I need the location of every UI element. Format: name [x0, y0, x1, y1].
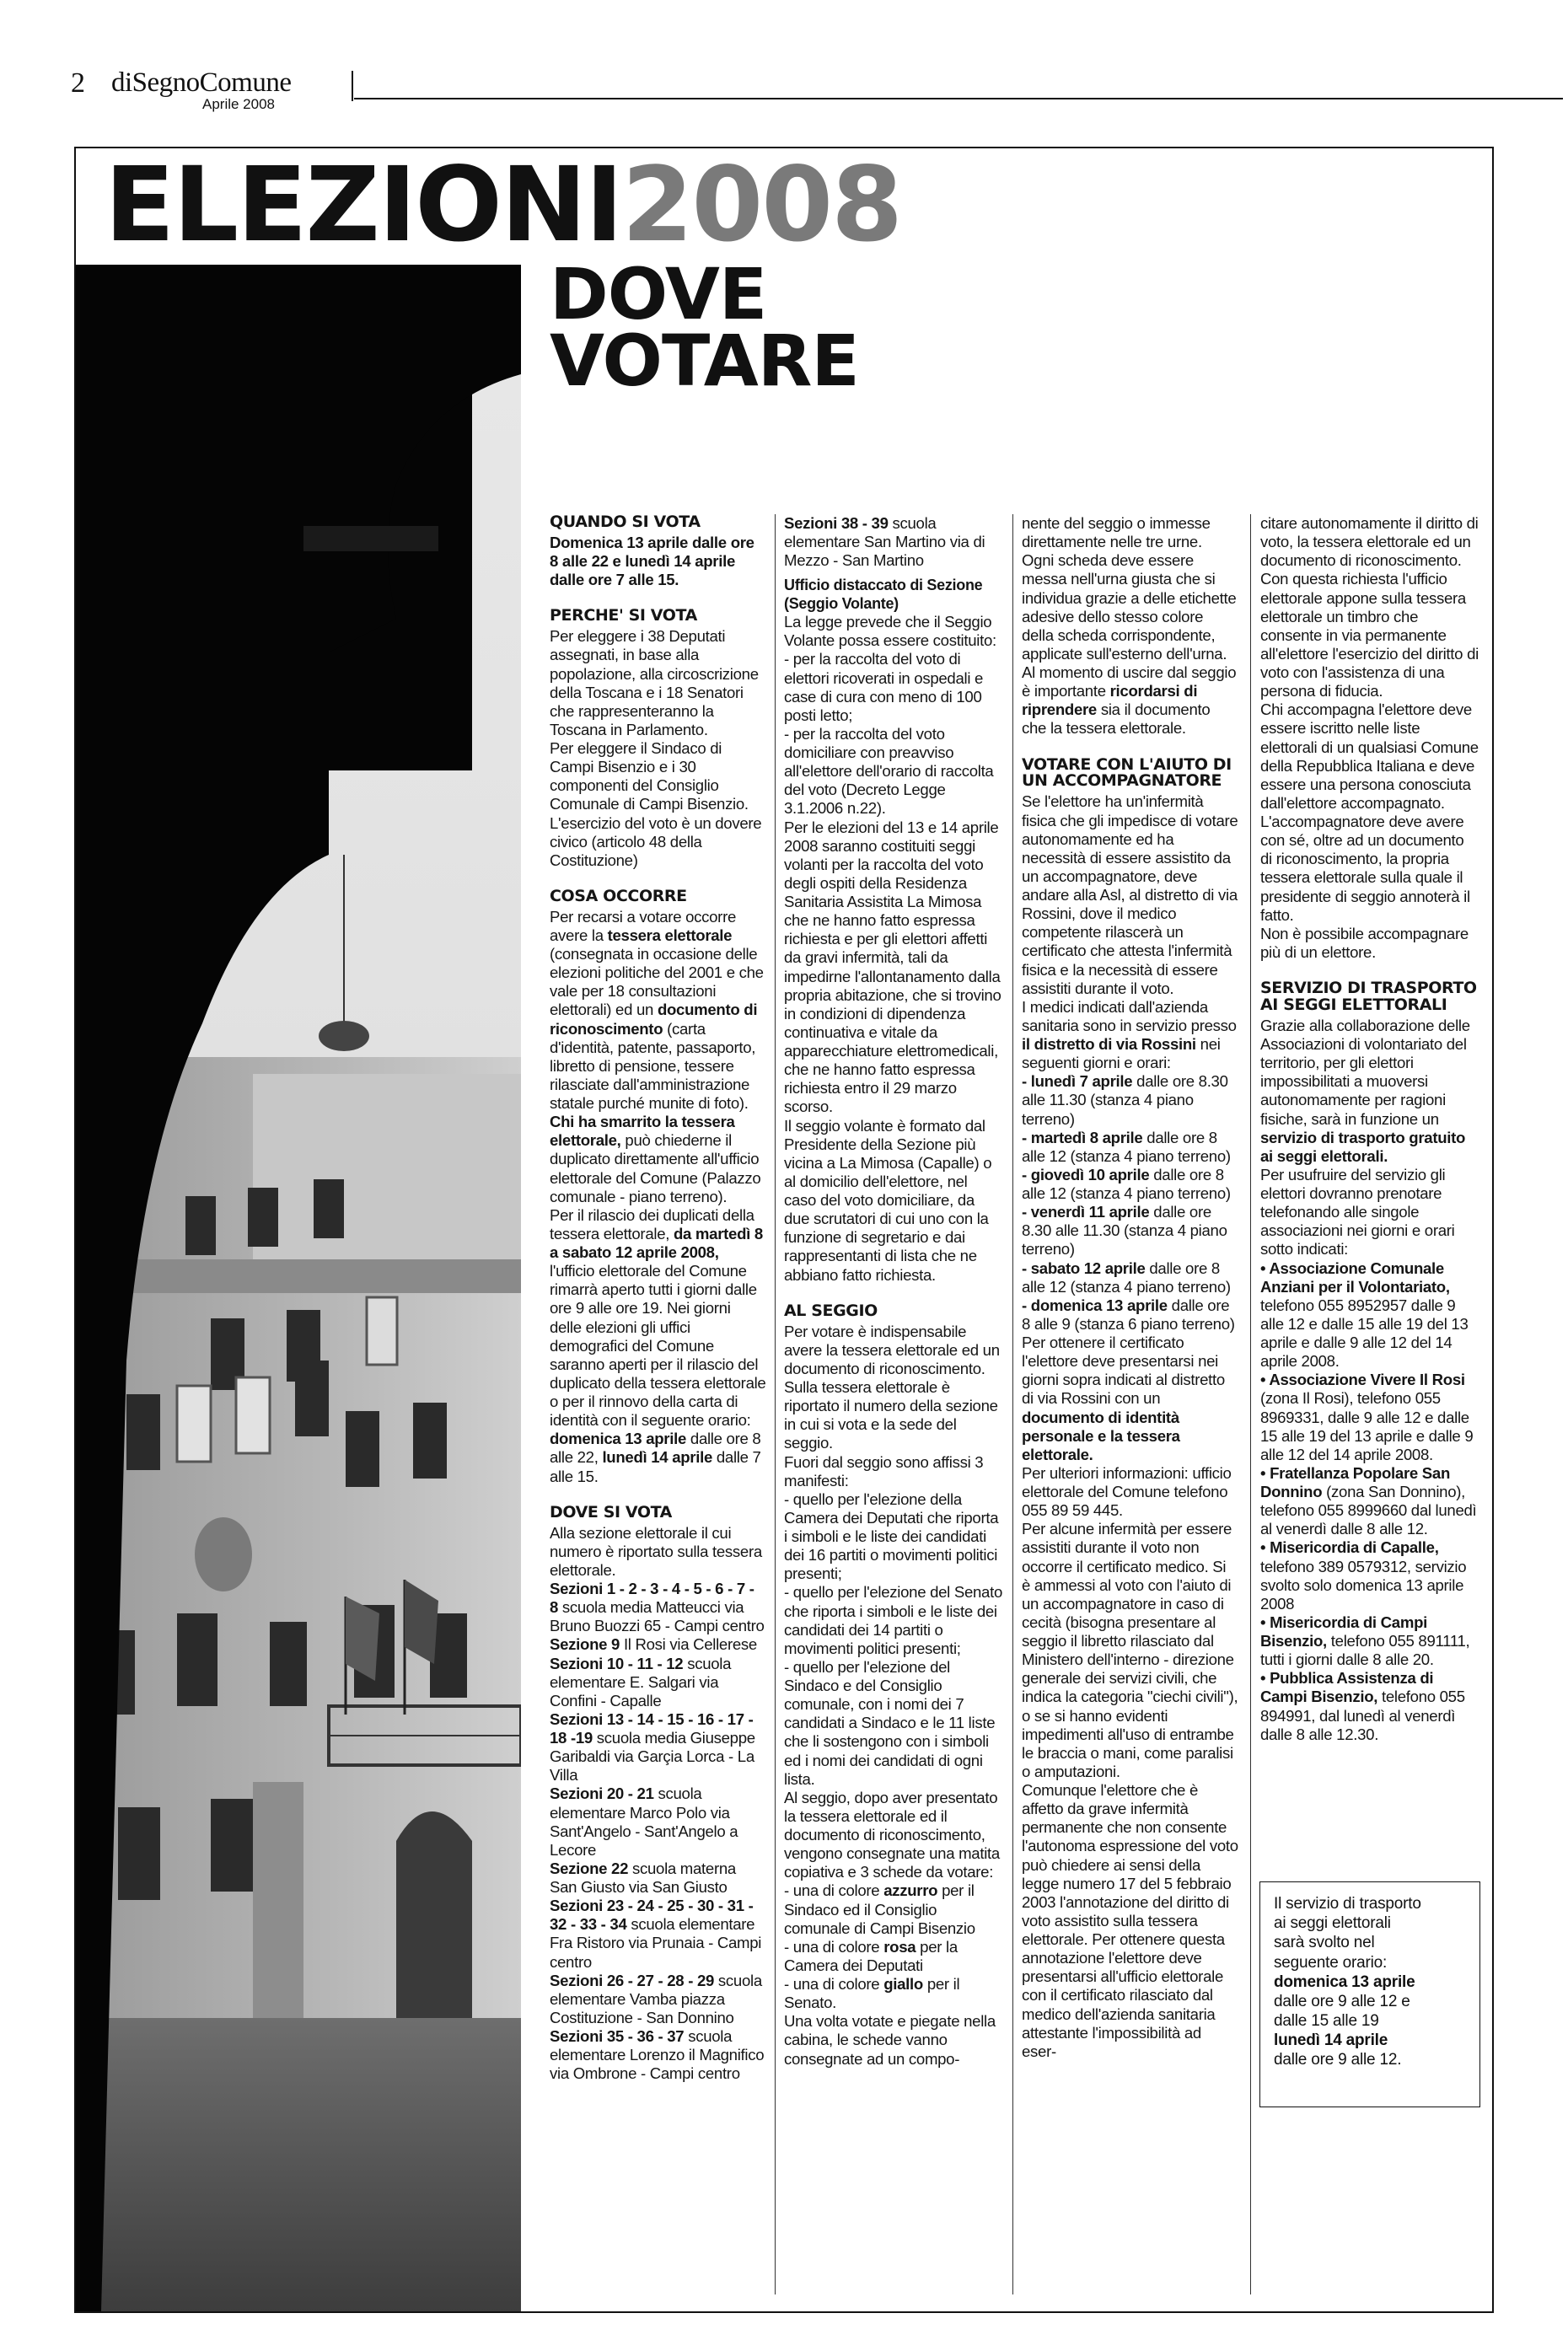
text: - una di colore [784, 1937, 884, 1956]
masthead-logo: diSegnoComune [111, 67, 292, 98]
section-heading: VOTARE CON L'AIUTO DI UN ACCOMPAGNATORE [1022, 754, 1232, 791]
paragraph: L'esercizio del voto è un dovere civico (articolo 48 della Costituzione) [550, 813, 762, 869]
schedule-item [1022, 1203, 1238, 1259]
text: dalle ore 8 alle 12 (stanza 4 piano terreno) [1022, 1165, 1231, 1202]
page-header [71, 66, 1496, 112]
text-bold: Sezioni 35 - 36 - 37 [550, 2027, 685, 2045]
transport-schedule-box [1259, 1881, 1480, 2107]
paragraph: - quello per l'elezione del Sindaco e del Consiglio comunale, con i nomi dei 7 candidati a Sindaco e le 11 liste che li sostengono con i simboli ed i nomi dei candidati di ogni lista. [784, 1657, 996, 1788]
text: dalle 7 alle 15. [550, 1448, 761, 1485]
text: Al momento di uscire dal seggio è importante [1022, 663, 1237, 700]
text-bold: • Misericordia di Campi Bisenzio, [1260, 1613, 1427, 1650]
text: può chiederne il duplicato direttamente all'ufficio elettorale del Comune (Palazzo comunale - piano terreno). [550, 1131, 761, 1205]
text: (carta d'identità, patente, passaporto, libretto di pensione, tessere rilasciate dall'amministrazione statale purché munite di foto). [550, 1019, 756, 1113]
paragraph: Comunque l'elettore che è affetto da grave infermità permanente che non consente l'autonoma espressione del voto può chiedere ai sensi della legge numero 17 del 5 febbraio 2003 l'annotazione del diritto di voto assistito sulla tessera elettorale. Per ottenere questa annotazione l'elettore deve presentarsi all'ufficio elettorale con il certificato rilasciato dal medico dell'azienda sanitaria attestante l'impossibilità ad eser- [1022, 1781, 1238, 2060]
box-line: dalle 15 alle 19 [1274, 2012, 1379, 2031]
text-bold: servizio di trasporto gratuito ai seggi elettorali. [1260, 1128, 1466, 1165]
text: I medici indicati dall'azienda sanitaria sono in servizio presso [1022, 997, 1237, 1034]
paragraph: Al seggio, dopo aver presentato la tessera elettorale ed il documento di riconoscimento, vengono consegnate una matita copiativa e 3 schede da votare: [784, 1788, 1000, 1881]
page-number: 2 [71, 67, 85, 99]
paragraph: Ogni scheda deve essere messa nell'urna giusta che si individua grazie a delle etichette adesive dello stesso colore della scheda corrispondente, applicate sull'esterno dell'urna. [1022, 551, 1237, 663]
paragraph: Non è possibile accompagnare più di un elettore. [1260, 924, 1469, 961]
association-item [1260, 1464, 1479, 1539]
text-bold: Sezione 22 [550, 1859, 629, 1877]
text: scuola elementare Marco Polo via Sant'Angelo - Sant'Angelo a Lecore [550, 1785, 738, 1859]
association-item [1260, 1669, 1479, 1744]
text-bold: - giovedì 10 aprile [1022, 1165, 1150, 1183]
paragraph: Per usufruire del servizio gli elettori dovranno prenotare telefonando alle singole associazioni nei giorni e orari sotto indicati: [1260, 1165, 1455, 1259]
paragraph [784, 1975, 1003, 2012]
text: Il Rosi via Cellerese [620, 1635, 757, 1654]
paragraph [1022, 663, 1238, 738]
text: sia il documento che la tessera elettorale. [1022, 700, 1211, 738]
text-bold: Sezione 9 [550, 1635, 620, 1654]
paragraph [1022, 1334, 1238, 1464]
section-heading: DOVE SI VOTA [550, 1502, 672, 1522]
paragraph: - quello per l'elezione del Senato che riporta i simboli e le liste dei candidati dei 14 partiti o movimenti politici presenti; [784, 1583, 1003, 1657]
text-bold: rosa [883, 1937, 916, 1956]
text-bold: • Associazione Comunale Anziani per il Volontariato, [1260, 1259, 1450, 1296]
text-bold: Sezioni 13 - 14 - 15 - 16 - 17 - 18 -19 [550, 1709, 754, 1747]
paragraph [784, 1938, 1003, 1975]
text: per il Senato. [784, 1975, 960, 2012]
subheadline-line1: DOVE [550, 253, 767, 335]
box-line: Il servizio di trasporto [1274, 1895, 1421, 1913]
schedule-item [1022, 1072, 1238, 1128]
text: scuola elementare San Martino via di Mezzo - San Martino [784, 514, 985, 570]
text: Per il rilascio dei duplicati della tessera elettorale, [550, 1205, 754, 1242]
paragraph: Per eleggere il Sindaco di Campi Bisenzio e i 30 componenti del Consiglio Comunale di Campi Bisenzio. [550, 739, 749, 813]
text-bold: Chi ha smarrito la tessera elettorale, [550, 1113, 735, 1150]
paragraph: Per alcune infermità per essere assistiti durante il voto non occorre il certificato medico. Si è ammessi al voto con l'aiuto di un accompagnatore in caso di cecità (bisogna presentare al seggio il libretto rilasciato dal Ministero dell'interno - direzione generale dei servizi civili, che indica la categoria "ciechi civili"), o se si hanno evidenti impedimenti all'uso di entrambe le braccia o mani, come paralisi o amputazioni. [1022, 1520, 1238, 1780]
section-heading: AL SEGGIO [784, 1301, 878, 1320]
text-bold: lunedì 14 aprile [602, 1448, 713, 1467]
text: per il Sindaco ed il Consiglio comunale di Campi Bisenzio [784, 1881, 975, 1937]
text: per la Camera dei Deputati [784, 1937, 958, 1974]
paragraph [1260, 1017, 1479, 1166]
paragraph: Fuori dal seggio sono affissi 3 manifesti: [784, 1452, 984, 1489]
text: scuola elementare E. Salgari via Confini - Capalle [550, 1654, 732, 1709]
text: Per ottenere il certificato l'elettore deve presentarsi nei giorni sopra indicati al distretto di via Rossini con un [1022, 1334, 1225, 1408]
schedule-item [1022, 1296, 1238, 1334]
section-heading: QUANDO SI VOTA [550, 513, 701, 531]
polling-section [550, 2027, 766, 2083]
association-item [1260, 1613, 1479, 1669]
paragraph [1022, 998, 1238, 1073]
paragraph: Il seggio volante è formato dal Presidente della Sezione più vicina a La Mimosa (Capalle) o al domicilio dell'elettore, nel caso del voto domiciliare, da due scrutatori di cui uno con la funzione di segretario e dai rappresentanti di lista che ne abbiano fatto richiesta. [784, 1116, 992, 1284]
paragraph: La legge prevede che il Seggio Volante possa essere costituito: [784, 613, 996, 650]
text-bold: ricordarsi di riprendere [1022, 682, 1198, 719]
polling-section [784, 514, 1003, 570]
text-bold: - martedì 8 aprile [1022, 1128, 1143, 1146]
issue-date: Aprile 2008 [202, 96, 276, 112]
text: l'ufficio elettorale del Comune rimarrà aperto tutti i giorni dalle ore 9 alle ore 19. Nei giorni delle elezioni gli uffici demografici del Comune saranno aperti per il rilascio del duplicato della tessera elettorale o per il rinnovo della carta di identità con il seguente orario: [550, 1262, 766, 1430]
text-bold: Sezioni 23 - 24 - 25 - 30 - 31 - 32 - 33 - 34 [550, 1897, 754, 1934]
paragraph: Una volta votate e piegate nella cabina, le schede vanno consegnate ad un compo- [784, 2012, 996, 2068]
polling-section [550, 1580, 766, 1635]
text: (consegnata in occasione delle elezioni politiche del 2001 e che vale per 18 consultazioni elettorali) ed un [550, 945, 764, 1019]
paragraph: - quello per l'elezione della Camera dei Deputati che riporta i simboli e le liste dei candidati dei 16 partiti o movimenti politici presenti; [784, 1489, 999, 1583]
polling-section [550, 1972, 766, 2027]
paragraph: Domenica 13 aprile dalle ore 8 alle 22 e lunedì 14 aprile dalle ore 7 alle 15. [550, 533, 754, 589]
headline-elezioni: ELEZIONI [105, 145, 622, 265]
text-bold: Sezioni 26 - 27 - 28 - 29 [550, 1971, 715, 1989]
text-bold: - sabato 12 aprile [1022, 1259, 1146, 1277]
paragraph: Per ulteriori informazioni: ufficio elettorale del Comune telefono 055 89 59 445. [1022, 1463, 1232, 1520]
schedule-item [1022, 1166, 1238, 1203]
text-bold: - domenica 13 aprile [1022, 1296, 1168, 1314]
article-column-3 [1022, 514, 1238, 2061]
text: dalle ore 8.30 alle 11.30 (stanza 4 piano terreno) [1022, 1072, 1228, 1128]
text-bold: • Misericordia di Capalle, [1260, 1538, 1439, 1557]
paragraph: Per le elezioni del 13 e 14 aprile 2008 saranno costituiti seggi volanti per la raccolta del voto degli ospiti della Residenza Sanitaria Assistita La Mimosa che ne hanno fatto espressa richiesta e per gli elettori affetti da gravi infermità, tali da impedirne l'allontanamento dalla propria abitazione, che si trovino in condizioni di dipendenza continuativa e vitale da apparecchiature elettromedicali, che ne hanno fatto espressa richiesta entro il 29 marzo scorso. [784, 818, 1001, 1116]
polling-section [550, 1635, 766, 1654]
text: scuola materna San Giusto via San Giusto [550, 1859, 736, 1896]
text: dalle ore 8 alle 9 (stanza 6 piano terreno) [1022, 1296, 1235, 1333]
header-rule [354, 98, 1563, 99]
text: Per recarsi a votare occorre avere la [550, 907, 737, 944]
text: - una di colore [784, 1881, 884, 1900]
column-rule [1012, 514, 1013, 2294]
paragraph [550, 1113, 766, 1206]
paragraph: Se l'elettore ha un'infermità fisica che gli impedisce di votare autonomamente ed ha necessità di essere assistito da un accompagnatore, deve andare alla Asl, al distretto di via Rossini, dove il medico competente rilascerà un certificato che attesta l'infermità fisica e la necessità di essere assistiti durante il voto. [1022, 792, 1238, 997]
column-rule [775, 514, 776, 2294]
polling-section [550, 1897, 766, 1972]
headline [105, 145, 902, 265]
text: dalle ore 8 alle 22, [550, 1430, 761, 1467]
section-heading: PERCHE' SI VOTA [550, 606, 697, 625]
paragraph: nente del seggio o immesse direttamente nelle tre urne. [1022, 514, 1211, 551]
text-bold: Sezioni 10 - 11 - 12 [550, 1654, 684, 1672]
paragraph: Chi accompagna l'elettore deve essere iscritto nelle liste elettorali di un qualsiasi Comune della Repubblica Italiana e deve essere una persona conosciuta dall'elettore accompagnato. L'accompagnatore deve avere con sé, oltre ad un documento di riconoscimento, la propria tessera elettorale sulla quale il presidente di seggio annoterà il fatto. [1260, 700, 1479, 924]
text-bold: Sezioni 1 - 2 - 3 - 4 - 5 - 6 - 7 - 8 [550, 1580, 754, 1617]
text-bold: Sezioni 38 - 39 [784, 514, 889, 532]
association-item [1260, 1259, 1479, 1371]
text: dalle ore 8 alle 12 (stanza 4 piano terreno) [1022, 1259, 1231, 1296]
paragraph: Alla sezione elettorale il cui numero è riportato sulla tessera elettorale. [550, 1523, 762, 1579]
text: - una di colore [784, 1975, 884, 1993]
paragraph [550, 1206, 766, 1486]
text-bold: • Fratellanza Popolare San Donnino [1260, 1463, 1451, 1500]
text: scuola media Giuseppe Garibaldi via Garçia Lorca - La Villa [550, 1729, 755, 1785]
text-bold: documento di identità personale e la tessera elettorale. [1022, 1408, 1180, 1463]
polling-section [550, 1785, 766, 1860]
text-bold: - lunedì 7 aprile [1022, 1072, 1133, 1091]
subheadline-line2: VOTARE [550, 319, 859, 402]
paragraph: Per eleggere i 38 Deputati assegnati, in base alla popolazione, alla circoscrizione della Toscana e i 18 Senatori che rappresenteranno la Toscana in Parlamento. [550, 627, 759, 738]
text-bold: Sezioni 20 - 21 [550, 1785, 654, 1803]
box-line: ai seggi elettorali [1274, 1914, 1391, 1933]
text: nei seguenti giorni e orari: [1022, 1035, 1221, 1072]
paragraph [784, 1881, 1003, 1937]
article-column-1 [550, 514, 766, 2083]
text-bold: tessera elettorale [607, 926, 733, 944]
text: telefono 389 0579312, servizio svolto solo domenica 13 aprile 2008 [1260, 1557, 1467, 1613]
text-bold: da martedì 8 a sabato 12 aprile 2008, [550, 1224, 763, 1262]
section-heading: SERVIZIO DI TRASPORTO AI SEGGI ELETTORALI [1260, 979, 1477, 1014]
text: scuola media Matteucci via Bruno Buozzi 65 - Campi centro [550, 1598, 765, 1635]
text: scuola elementare Fra Ristoro via Prunaia - Campi centro [550, 1915, 762, 1971]
box-line: dalle ore 9 alle 12 e [1274, 1992, 1410, 2010]
text-bold: il distretto di via Rossini [1022, 1035, 1196, 1053]
text-bold: documento di riconoscimento [550, 1001, 758, 1038]
text-bold: • Associazione Vivere Il Rosi [1260, 1371, 1465, 1389]
paragraph: - per la raccolta del voto domiciliare con preavviso all'elettore dell'orario di raccolta del voto (Decreto Legge 3.1.2006 n.22). [784, 724, 994, 818]
headline-year: 2008 [621, 145, 902, 265]
paragraph: Per votare è indispensabile avere la tessera elettorale ed un documento di riconoscimento. Sulla tessera elettorale è riportato il numero della sezione in cui si vota e la sede del seggio. [784, 1322, 1000, 1452]
association-item [1260, 1538, 1479, 1613]
schedule-item [1022, 1259, 1238, 1296]
text: dalle ore 8 alle 12 (stanza 4 piano terreno) [1022, 1128, 1231, 1165]
text: telefono 055 8952957 dalle 9 alle 12 e dalle 15 alle 19 del 13 aprile e dalle 9 alle 12 del 14 aprile 2008. [1260, 1296, 1469, 1371]
box-line: dalle ore 9 alle 12. [1274, 2051, 1402, 2069]
polling-section [550, 1655, 766, 1710]
text: scuola elementare Vamba piazza Costituzione - San Donnino [550, 1971, 762, 2026]
text-bold: giallo [883, 1975, 923, 1993]
paragraph: citare autonomamente il diritto di voto, la tessera elettorale ed un documento di riconoscimento. Con questa richiesta l'ufficio elettorale appone sulla tessera elettorale un timbro che consente in via permanente all'elettore l'esercizio del diritto di voto con l'assistenza di una persona di fiducia. [1260, 514, 1479, 700]
text: (zona San Donnino), telefono 055 8999660 dal lunedì al venerdì dalle 8 alle 12. [1260, 1483, 1477, 1538]
text-bold: azzurro [883, 1881, 938, 1900]
section-heading: COSA OCCORRE [550, 886, 687, 905]
text: telefono 055 894991, dal lunedì al venerdì dalle 8 alle 12.30. [1260, 1688, 1465, 1743]
paragraph: - per la raccolta del voto di elettori ricoverati in ospedali e case di cura con meno di 100 posti letto; [784, 650, 984, 724]
text-bold: domenica 13 aprile [550, 1430, 687, 1448]
association-item [1260, 1371, 1479, 1464]
box-line: sarà svolto nel [1274, 1934, 1375, 1952]
text-bold: • Pubblica Assistenza di Campi Bisenzio, [1260, 1669, 1434, 1706]
polling-section [550, 1710, 766, 1785]
polling-section [550, 1860, 766, 1897]
paragraph [550, 908, 766, 1113]
text: scuola elementare Lorenzo il Magnifico via Ombrone - Campi centro [550, 2027, 765, 2083]
article-column-4 [1260, 514, 1479, 1744]
text: Grazie alla collaborazione delle Associazioni di volontariato del territorio, per gli elettori impossibilitati a muoversi autonomamente per ragioni fisiche, sarà in funzione un [1260, 1016, 1470, 1128]
box-line: lunedì 14 aprile [1274, 2031, 1388, 2050]
text: telefono 055 891111, tutti i giorni dalle 8 alle 20. [1260, 1632, 1470, 1669]
box-line: seguente orario: [1274, 1953, 1388, 1972]
box-line: domenica 13 aprile [1274, 1972, 1415, 1991]
text: dalle ore 8.30 alle 11.30 (stanza 4 piano terreno) [1022, 1203, 1227, 1259]
text-bold: - venerdì 11 aprile [1022, 1203, 1150, 1221]
subsection-heading: Ufficio distaccato di Sezione (Seggio Volante) [784, 577, 983, 612]
town-hall-photo [76, 265, 521, 2311]
subheadline [550, 253, 859, 402]
schedule-item [1022, 1129, 1238, 1166]
masthead-divider [352, 71, 353, 101]
article-column-2 [784, 514, 1003, 2069]
column-rule [1250, 514, 1251, 2294]
text: (zona Il Rosi), telefono 055 8969331, dalle 9 alle 12 e dalle 15 alle 19 del 13 aprile e dalle 9 alle 12 del 14 aprile 2008. [1260, 1389, 1474, 1463]
